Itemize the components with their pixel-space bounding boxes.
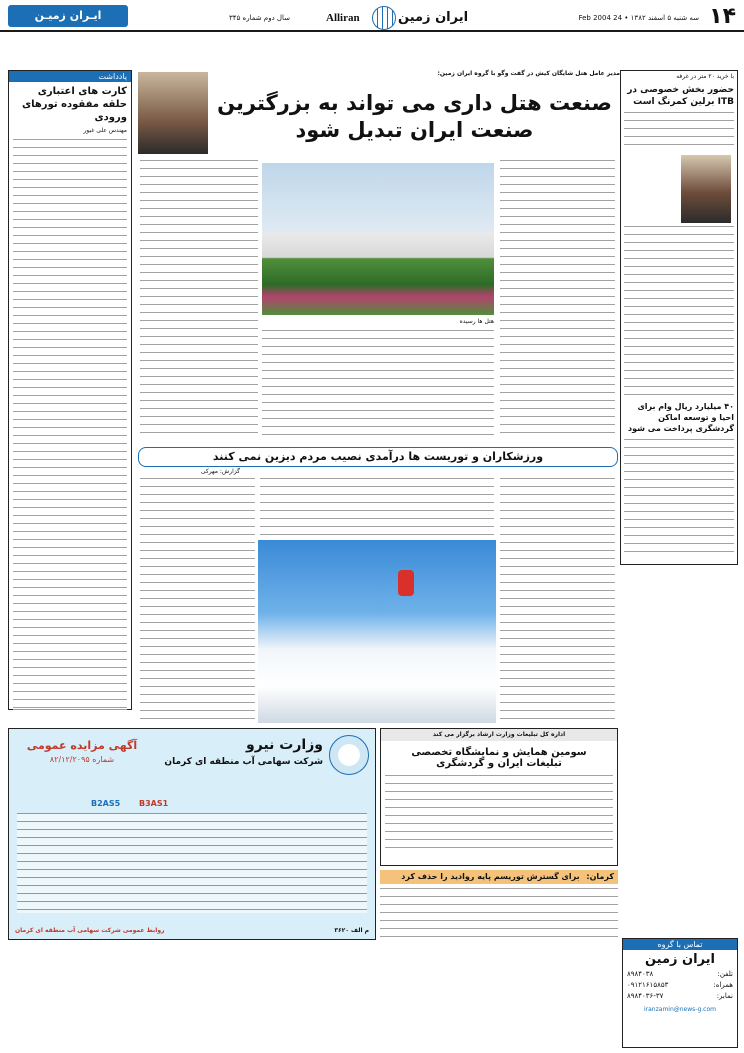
ad-company: شرکت سهامی آب منطقه ای کرمان bbox=[164, 757, 323, 767]
contact-fax-row bbox=[623, 991, 737, 1002]
site-name: Alliran bbox=[326, 12, 360, 24]
ad-notice-number: شماره ۸۲/۱۲/۲۰۹۵ bbox=[49, 755, 115, 764]
hotel-photo bbox=[262, 163, 494, 315]
contact-phone-row bbox=[623, 969, 737, 980]
date-line: سه شنبه ۵ اسفند ۱۳۸۲ • 24 Feb 2004 bbox=[578, 14, 699, 22]
ticker-body bbox=[380, 888, 618, 940]
contact-box bbox=[622, 938, 738, 1048]
right-body-top bbox=[624, 112, 734, 152]
right-kicker: با خرید ۲۰ متر در غرفه bbox=[676, 73, 734, 80]
notice-title-line-1: سومین همایش و نمایشگاه تخصصی bbox=[411, 747, 587, 758]
main-title bbox=[212, 90, 617, 144]
paper-name: ایران زمین bbox=[398, 10, 469, 25]
main-title-line-2: صنعت ایران تبدیل شود bbox=[295, 118, 534, 142]
hotel-photo-caption: هتل ها رسیده bbox=[459, 318, 494, 325]
main-kicker: مدیر عامل هتل شایگان کیش در گفت وگو با گروه ایران زمین: bbox=[437, 70, 620, 77]
ad-box bbox=[8, 728, 376, 940]
globe-icon bbox=[372, 6, 396, 30]
skier-figure bbox=[398, 570, 414, 596]
ad-notice-title: آگهی مزایده عمومی bbox=[26, 739, 138, 752]
ad-body bbox=[17, 813, 367, 913]
second-story-byline: گزارش: مهرکی bbox=[200, 468, 240, 475]
main-body-col-2 bbox=[262, 330, 494, 440]
header-rule bbox=[0, 30, 744, 32]
second-body-col-1 bbox=[140, 478, 255, 720]
right-title: حضور بخش خصوصی در ITB برلین کمرنگ است bbox=[627, 85, 734, 107]
left-kicker: یادداشت bbox=[9, 71, 131, 82]
page-number: ۱۴ bbox=[709, 4, 736, 29]
portrait-photo bbox=[138, 72, 208, 154]
main-body-col-1 bbox=[140, 160, 258, 440]
left-author: مهندس علی غیور bbox=[83, 127, 127, 134]
notice-box bbox=[380, 728, 618, 866]
contact-brand: ایران زمین bbox=[644, 952, 716, 967]
contact-mobile: ۰۹۱۲۱۶۱۵۸۵۳ bbox=[627, 981, 669, 989]
issue-line: سال دوم شماره ۳۴۵ bbox=[229, 14, 290, 22]
left-column bbox=[8, 70, 132, 710]
contact-email[interactable]: iranzamin@news-g.com bbox=[644, 1006, 716, 1013]
skier-photo bbox=[258, 540, 496, 723]
contact-fax-label: نمابر: bbox=[716, 992, 733, 1000]
notice-title-line-2: تبلیغات ایران و گردشگری bbox=[436, 758, 562, 769]
contact-phone: ۸۹۸۴۰۳۸ bbox=[627, 970, 654, 978]
contact-title: تماس با گروه bbox=[623, 939, 737, 950]
ticker-text: برای گسترش توریسم پایه روادید را حذف کرد bbox=[401, 872, 580, 881]
second-body-col-2-top bbox=[260, 478, 494, 536]
right-body-mid bbox=[624, 226, 734, 396]
water-company-logo-icon bbox=[329, 735, 369, 775]
right-column bbox=[620, 70, 738, 565]
right-subhead: ۴۰ میلیارد ریال وام برای احیا و توسعه اماکن گردشگری پرداخت می شود bbox=[627, 402, 734, 433]
main-title-line-1: صنعت هتل داری می تواند به بزرگترین bbox=[217, 91, 612, 115]
notice-label: اداره کل تبلیغات وزارت ارشاد برگزار می کند bbox=[381, 729, 617, 741]
right-body-bottom bbox=[624, 439, 734, 559]
ad-ministry: وزارت نیرو bbox=[246, 737, 323, 753]
ad-footer-right: م الف ۳۶۲۰ bbox=[334, 927, 369, 934]
contact-phone-label: تلفن: bbox=[717, 970, 733, 978]
second-story-title: ورزشکاران و توریست ها درآمدی نصیب مردم دیزین نمی کنند bbox=[138, 447, 618, 467]
right-portrait-photo bbox=[681, 155, 731, 223]
notice-body bbox=[385, 775, 613, 855]
ticker-bar bbox=[380, 870, 618, 884]
contact-mobile-row bbox=[623, 980, 737, 991]
second-body-col-3 bbox=[500, 478, 615, 720]
paper-logo: ایـران زمیـن bbox=[8, 5, 128, 27]
ad-footer-left: روابط عمومی شرکت سهامی آب منطقه ای کرمان bbox=[15, 927, 165, 934]
left-body-text bbox=[13, 139, 127, 714]
ticker-label: کرمان: bbox=[586, 872, 614, 881]
ad-badge-c: B2AS5 bbox=[91, 799, 121, 808]
ad-badge-b: B3AS1 bbox=[139, 799, 169, 808]
contact-fax: ۸۹۸۴۰۳۶-۳۷ bbox=[627, 992, 664, 1000]
left-title: کارت های اعتباری حلقه مفقوده تورهای ورودی bbox=[21, 86, 127, 123]
contact-mobile-label: همراه: bbox=[713, 981, 733, 989]
main-body-col-3 bbox=[500, 160, 615, 440]
